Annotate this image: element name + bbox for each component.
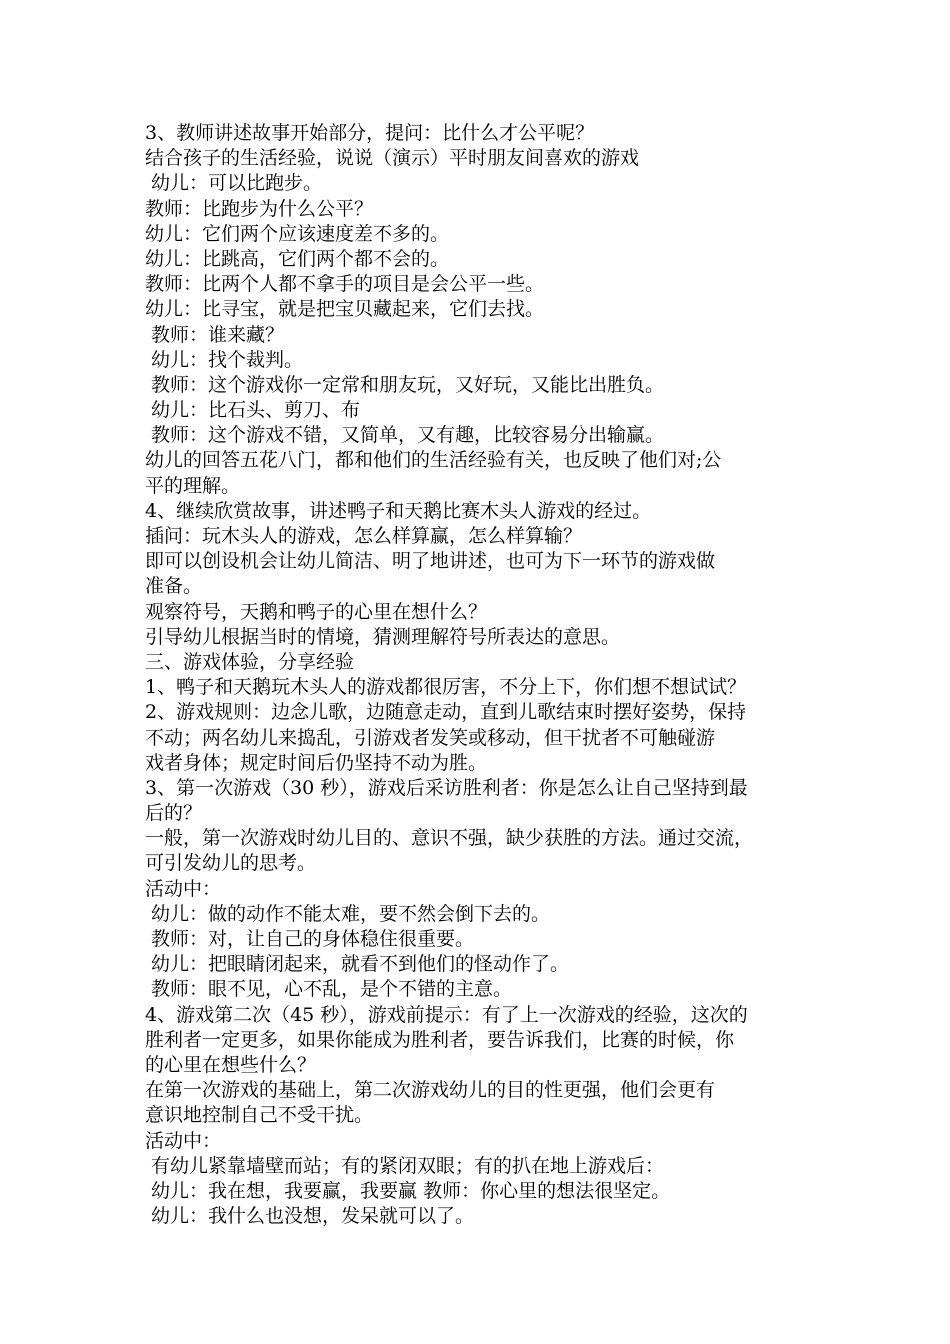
text-line: 教师：这个游戏你一定常和朋友玩，又好玩，又能比出胜负。 [145, 373, 665, 396]
text-line: 3、教师讲述故事开始部分，提问：比什么才公平呢？ [145, 122, 595, 144]
text-line: 可引发幼儿的思考。 [145, 852, 317, 875]
text-line: 胜利者一定更多，如果你能成为胜利者，要告诉我们，比赛的时候，你 [145, 1028, 735, 1051]
text-line: 观察符号，天鹅和鸭子的心里在想什么？ [145, 600, 488, 623]
text-line: 戏者身体；规定时间后仍坚持不动为胜。 [145, 751, 488, 774]
text-line: 2、游戏规则：边念儿歌，边随意走动，直到儿歌结束时摆好姿势，保持 [145, 701, 747, 724]
text-line: 有幼儿紧靠墙壁而站；有的紧闭双眼；有的扒在地上游戏后： [145, 1154, 665, 1177]
text-line: 结合孩子的生活经验，说说（演示）平时朋友间喜欢的游戏 [145, 147, 640, 170]
text-line: 幼儿的回答五花八门，都和他们的生活经验有关，也反映了他们对;公 [145, 449, 722, 472]
text-line: 的心里在想些什么？ [145, 1053, 317, 1076]
text-line: 幼儿：我在想，我要赢，我要赢 教师：你心里的想法很坚定。 [145, 1179, 671, 1202]
text-line: 在第一次游戏的基础上，第二次游戏幼儿的目的性更强，他们会更有 [145, 1079, 716, 1102]
text-line: 教师：比跑步为什么公平？ [145, 197, 374, 220]
text-line: 引导幼儿根据当时的情境，猜测理解符号所表达的意思。 [145, 625, 621, 648]
text-line: 意识地控制自己不受干扰。 [145, 1104, 374, 1127]
text-line: 幼儿：比寻宝，就是把宝贝藏起来，它们去找。 [145, 298, 545, 321]
text-line: 幼儿：做的动作不能太难，要不然会倒下去的。 [145, 902, 551, 925]
text-line: 幼儿：比石头、剪刀、布 [145, 399, 361, 422]
text-line: 3、第一次游戏（30 秒），游戏后采访胜利者：你是怎么让自己坚持到最 [145, 776, 748, 799]
text-line: 1、鸭子和天鹅玩木头人的游戏都很厉害，不分上下，你们想不想试试？ [145, 676, 747, 699]
text-line: 教师：比两个人都不拿手的项目是会公平一些。 [145, 273, 545, 296]
text-line: 4、继续欣赏故事，讲述鸭子和天鹅比赛木头人游戏的经过。 [145, 499, 652, 522]
text-line: 4、游戏第二次（45 秒），游戏前提示：有了上一次游戏的经验，这次的 [145, 1003, 748, 1026]
text-line: 一般，第一次游戏时幼儿目的、意识不强，缺少获胜的方法。通过交流， [145, 827, 754, 850]
text-line: 幼儿：找个裁判。 [145, 348, 304, 371]
text-line: 幼儿：它们两个应该速度差不多的。 [145, 222, 450, 245]
text-line: 即可以创设机会让幼儿简洁、明了地讲述，也可为下一环节的游戏做 [145, 550, 716, 573]
text-line: 教师：眼不见，心不乱，是个不错的主意。 [145, 978, 513, 1001]
text-line: 插问：玩木头人的游戏，怎么样算赢，怎么样算输？ [145, 525, 583, 547]
text-line: 幼儿：把眼睛闭起来，就看不到他们的怪动作了。 [145, 953, 570, 976]
text-line: 准备。 [145, 575, 203, 598]
text-line: 教师：谁来藏？ [145, 323, 285, 346]
document-body [145, 121, 825, 1229]
text-line: 三、游戏体验，分享经验 [145, 650, 355, 673]
text-line: 活动中： [145, 877, 222, 900]
text-line: 后的？ [145, 802, 203, 825]
text-line: 教师：这个游戏不错，又简单，又有趣，比较容易分出输赢。 [145, 424, 665, 447]
text-line: 幼儿：可以比跑步。 [145, 172, 323, 195]
text-line: 不动；两名幼儿来捣乱，引游戏者发笑或移动，但干扰者不可触碰游 [145, 726, 716, 749]
text-line: 幼儿：我什么也没想，发呆就可以了。 [145, 1205, 475, 1228]
text-line: 教师：对，让自己的身体稳住很重要。 [145, 928, 475, 950]
text-line: 幼儿：比跳高，它们两个都不会的。 [145, 247, 450, 270]
text-line: 活动中： [145, 1129, 222, 1152]
text-line: 平的理解。 [145, 474, 241, 497]
